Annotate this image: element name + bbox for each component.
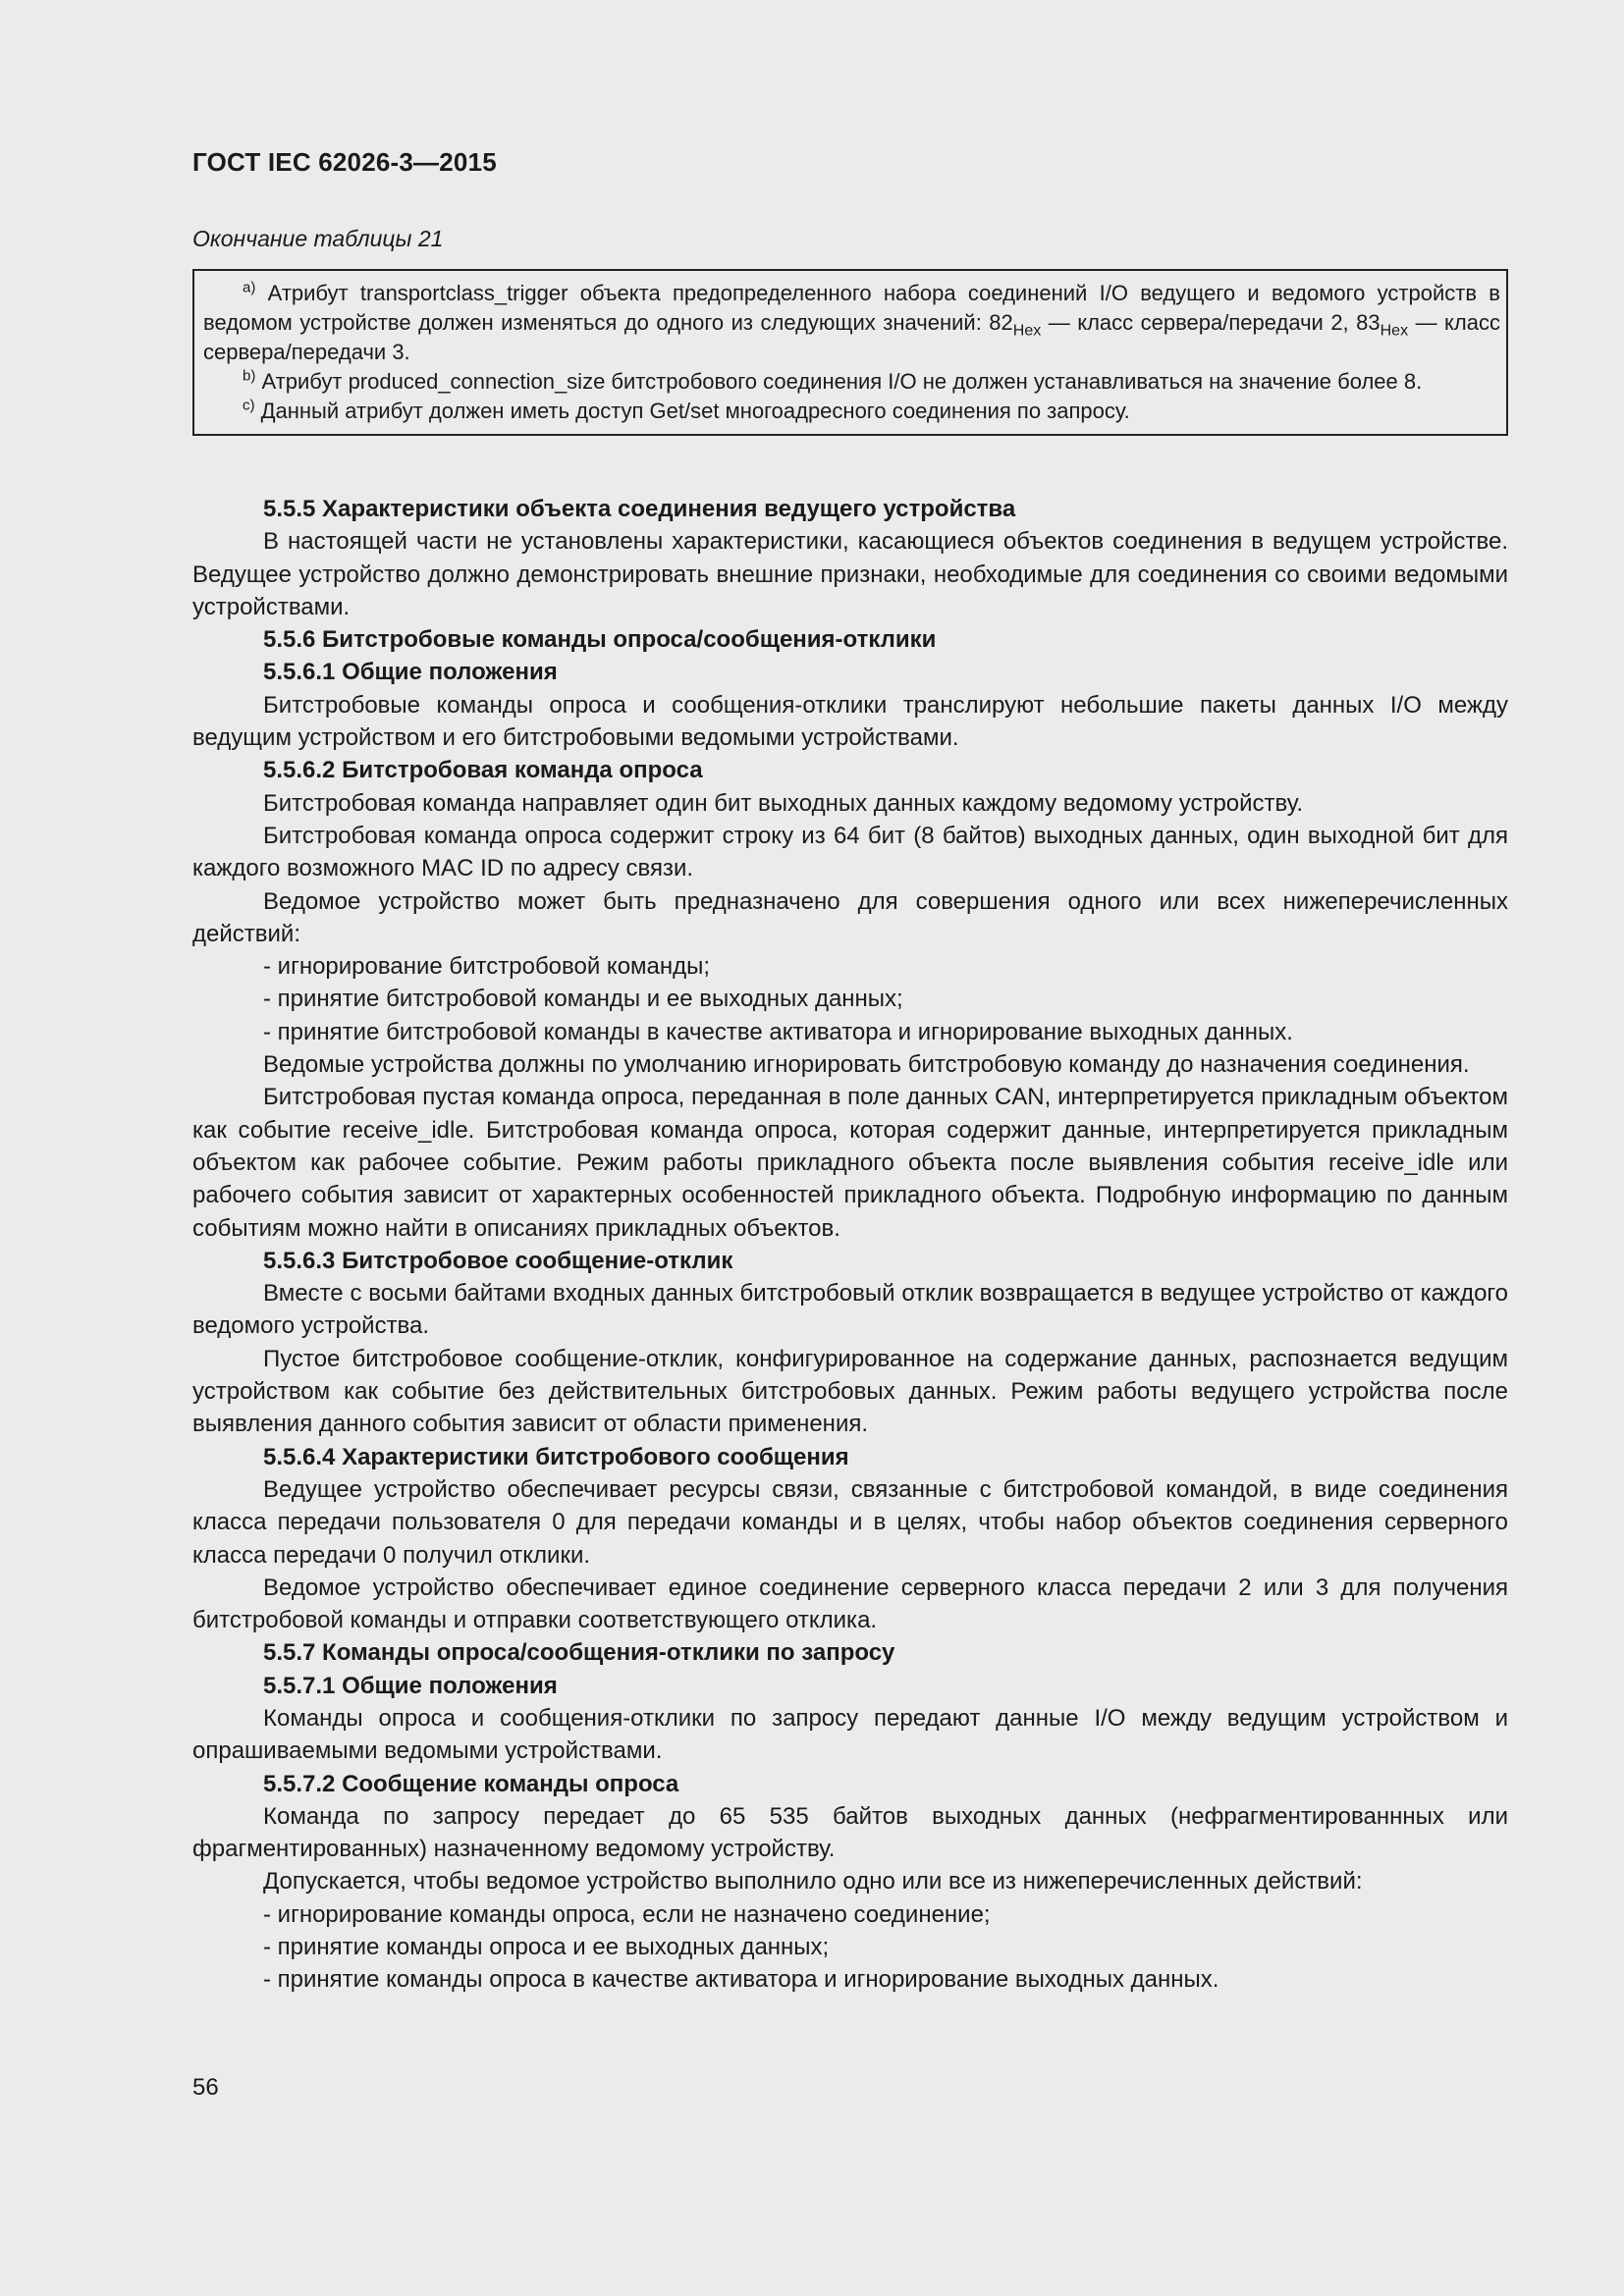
paragraph: Ведущее устройство обеспечивает ресурсы связи, связанные с битстробовой командой, в виде соединения класса передачи пользователя 0 для передачи команды и в целях, чтобы набор объектов соединения серверного класса передачи 0 получил отклики.	[192, 1475, 1508, 1569]
table-caption: Окончание таблицы 21	[192, 226, 444, 251]
page-number: 56	[192, 2074, 219, 2101]
section-heading: 5.5.7.1 Общие положения	[263, 1672, 558, 1699]
paragraph: Пустое битстробовое сообщение-отклик, конфигурированное на содержание данных, распознается ведущим устройством как событие без действительных битстробовых данных. Режим работы ведущего устройства после выявления данного события зависит от области применения.	[192, 1345, 1508, 1438]
document-body	[192, 493, 1508, 1997]
list-item: - принятие битстробовой команды в качестве активатора и игнорирование выходных данных.	[263, 1018, 1293, 1045]
paragraph: Ведомые устройства должны по умолчанию игнорировать битстробовую команду до назначения соединения.	[263, 1051, 1470, 1079]
section-heading: 5.5.7 Команды опроса/сообщения-отклики по запросу	[263, 1639, 895, 1667]
paragraph: В настоящей части не установлены характеристики, касающиеся объектов соединения в ведущем устройстве. Ведущее устройство должно демонстрировать внешние признаки, необходимые для соединения со своими ведомыми устройствами.	[192, 528, 1508, 620]
list-item: - принятие битстробовой команды и ее выходных данных;	[263, 986, 903, 1013]
section-heading: 5.5.7.2 Сообщение команды опроса	[263, 1770, 679, 1797]
section-heading: 5.5.6.2 Битстробовая команда опроса	[263, 757, 703, 784]
paragraph: Битстробовые команды опроса и сообщения-отклики транслируют небольшие пакеты данных I/O между ведущим устройством и его битстробовыми ведомыми устройствами.	[192, 691, 1508, 752]
list-item: - игнорирование команды опроса, если не назначено соединение;	[263, 1900, 991, 1928]
document-header: ГОСТ IEC 62026-3—2015	[192, 147, 497, 177]
paragraph: Ведомое устройство обеспечивает единое соединение серверного класса передачи 2 или 3 для получения битстробовой команды и отправки соответствующего отклика.	[192, 1574, 1508, 1634]
footnote-mark: c)	[243, 397, 255, 414]
paragraph: Битстробовая пустая команда опроса, переданная в поле данных CAN, интерпретируется прикладным объектом как событие receive_idle. Битстробовая команда опроса, которая содержит данные, интерпретируется прикладным объектом как рабочее событие. Режим работы прикладного объекта после выявления события receive_idle или рабочего события зависит от характерных особенностей прикладного объекта. Подробную информацию по данным событиям можно найти в описаниях прикладных объектов.	[192, 1084, 1508, 1242]
list-item: - принятие команды опроса и ее выходных данных;	[263, 1934, 830, 1961]
paragraph: Команды опроса и сообщения-отклики по запросу передают данные I/O между ведущим устройством и опрашиваемыми ведомыми устройствами.	[192, 1704, 1508, 1765]
section-heading: 5.5.6.1 Общие положения	[263, 659, 558, 686]
section-heading: 5.5.6 Битстробовые команды опроса/сообщения-отклики	[263, 626, 937, 654]
section-heading: 5.5.6.4 Характеристики битстробового сообщения	[263, 1443, 849, 1470]
list-item: - игнорирование битстробовой команды;	[263, 953, 711, 981]
paragraph: Команда по запросу передает до 65 535 байтов выходных данных (нефрагментированнных или фрагментированных) назначенному ведомому устройству.	[192, 1802, 1508, 1863]
footnote-a: $^{a)}$ Атрибут transportclass_trigger объекта предопределенного набора соединений I/O ведущего и ведомого устройств в ведомом устройстве должен изменяться до одного из следующих значений: $82_{Hex}$ — класс сервера/передачи 2, $83_{Hex}$ — класс сервера/передачи 3.	[203, 279, 1500, 364]
footnote-c: $^{c)}$ Данный атрибут должен иметь доступ Get/set многоадресного соединения по запросу.	[243, 397, 1130, 423]
paragraph: Ведомое устройство может быть предназначено для совершения одного или всех нижеперечисленных действий:	[192, 887, 1508, 947]
paragraph: Допускается, чтобы ведомое устройство выполнило одно или все из нижеперечисленных действий:	[263, 1868, 1363, 1896]
table-footnotes-box	[192, 269, 1508, 436]
list-item: - принятие команды опроса в качестве активатора и игнорирование выходных данных.	[263, 1966, 1219, 1994]
section-heading: 5.5.6.3 Битстробовое сообщение-отклик	[263, 1247, 733, 1274]
footnote-mark: b)	[243, 367, 256, 385]
footnote-b: $^{b)}$ Атрибут produced_connection_size битстробового соединения I/O не должен устанавливаться на значение более 8.	[243, 367, 1423, 394]
paragraph: Вместе с восьми байтами входных данных битстробовый отклик возвращается в ведущее устройство от каждого ведомого устройства.	[192, 1280, 1508, 1340]
paragraph: Битстробовая команда направляет один бит выходных данных каждому ведомому устройству.	[263, 789, 1304, 817]
section-heading: 5.5.5 Характеристики объекта соединения ведущего устройства	[263, 496, 1016, 522]
paragraph: Битстробовая команда опроса содержит строку из 64 бит (8 байтов) выходных данных, один выходной бит для каждого возможного MAC ID по адресу связи.	[192, 822, 1508, 882]
footnote-mark: a)	[243, 279, 256, 296]
